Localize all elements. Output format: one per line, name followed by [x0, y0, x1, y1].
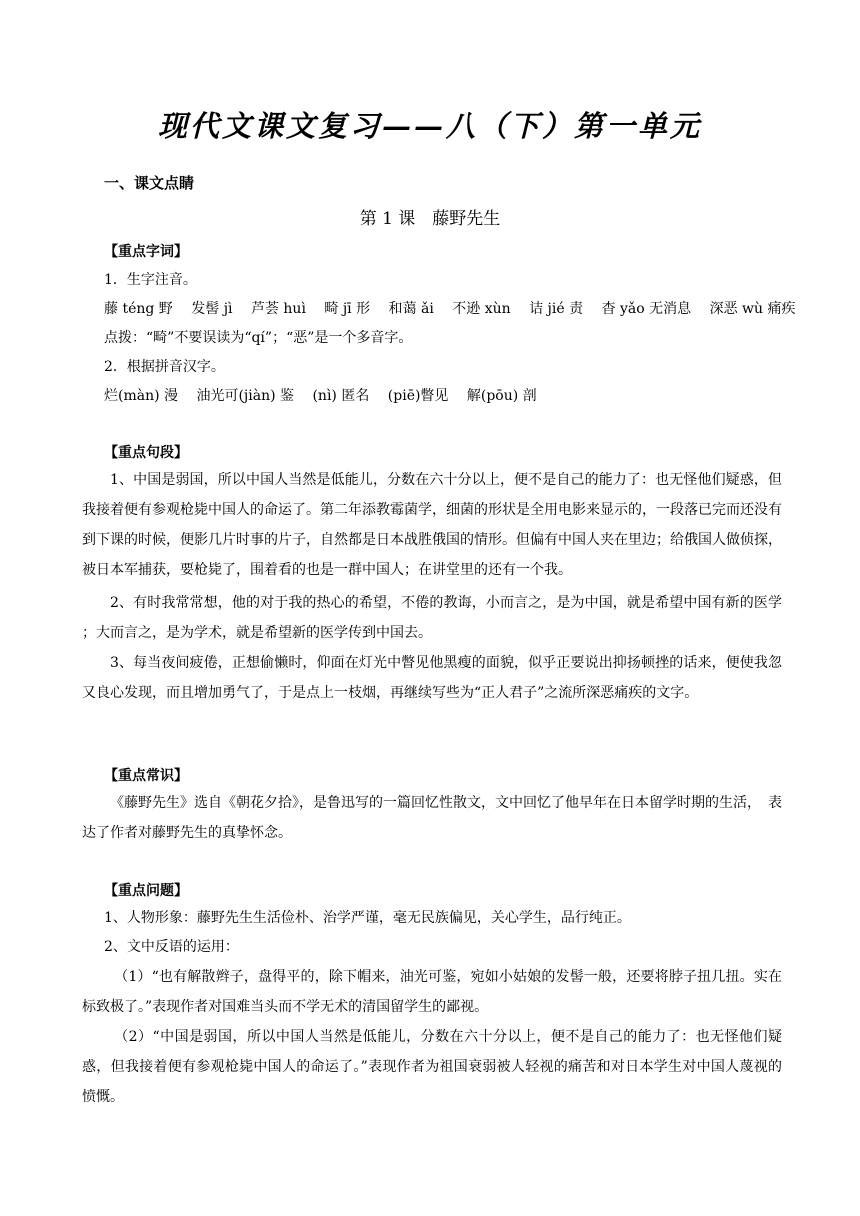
sentences-heading: 【重点句段】: [104, 445, 188, 461]
sentence-paragraph-2: 2、有时我常常想，他的对于我的热心的希望，不倦的教诲，小而言之，是为中国，就是希望中国有新的医学 ；大而言之，是为学术，就是希望新的医学传到中国去。: [82, 595, 782, 641]
sentence-paragraph-3: 3、每当夜间疲倦，正想偷懒时，仰面在灯光中瞥见他黑瘦的面貌，似乎正要说出抑扬顿挫的话来，便使我忽又良心发现，而且增加勇气了，于是点上一枝烟，再继续写些为“正人君子”之流所深恶痛疾的文字。: [82, 655, 782, 701]
vocab-item-2: 2．根据拼音汉字。: [104, 359, 225, 375]
page-title: 现代文课文复习——八（下）第一单元: [157, 109, 702, 143]
section-heading-1: 一、课文点睛: [104, 174, 195, 192]
question-2-part-2: （2）“中国是弱国，所以中国人当然是低能儿，分数在六十分以上，便不是自己的能力了：也无怪他们疑惑，但我接着便有参观枪毙中国人的命运了。”表现作者为祖国衰弱被人轻视的痛苦和对日本学生对中国人蔑视的愤慨。: [82, 1029, 782, 1105]
questions-heading: 【重点问题】: [104, 883, 188, 899]
question-2-part-1: （1）“也有解散辫子，盘得平的，除下帽来，油光可鉴，宛如小姑娘的发髻一般，还要将脖子扭几扭。实在标致极了。”表现作者对国难当头而不学无术的清国留学生的鄙视。: [82, 969, 782, 1015]
sentence-paragraph-1: 1、中国是弱国，所以中国人当然是低能儿，分数在六十分以上，便不是自己的能力了：也无怪他们疑惑，但我接着便有参观枪毙中国人的命运了。第二年添教霉菌学，细菌的形状是全用电影来显示的，一段落已完而还没有到下课的时候，便影几片时事的片子，自然都是日本战胜俄国的情形。但偏有中国人夹在里边；给俄国人做侦探，被日本军捕获，要枪毙了，围着看的也是一群中国人；在讲堂里的还有一个我。: [82, 472, 782, 578]
vocab-hanzi-line: 烂(màn) 漫 油光可(jiàn) 鉴 (nì) 匿名 (piē)瞥见 解(pōu) 剖: [104, 388, 537, 404]
question-2: 2、文中反语的运用：: [104, 939, 239, 955]
knowledge-heading: 【重点常识】: [104, 768, 188, 784]
knowledge-paragraph: 《藤野先生》选自《朝花夕拾》，是鲁迅写的一篇回忆性散文，文中回忆了他早年在日本留学时期的生活， 表达了作者对藤野先生的真挚怀念。: [82, 795, 782, 841]
vocab-item-1: 1．生字注音。: [104, 272, 197, 288]
vocab-pinyin-line: 藤 téng 野 发髻 jì 芦荟 huì 畸 jī 形 和蔼 ǎi 不逊 xùn 诘 jié 责 杳 yǎo 无消息 深恶 wù 痛疾: [104, 301, 796, 317]
vocab-note: 点拨：“畸”不要误读为“qí”；“恶”是一个多音字。: [104, 330, 413, 346]
vocab-heading: 【重点字词】: [104, 244, 188, 260]
lesson-title: 第 1 课 藤野先生: [359, 209, 501, 229]
question-1: 1、人物形象：藤野先生生活俭朴、治学严谨，毫无民族偏见，关心学生，品行纯正。: [104, 910, 631, 926]
